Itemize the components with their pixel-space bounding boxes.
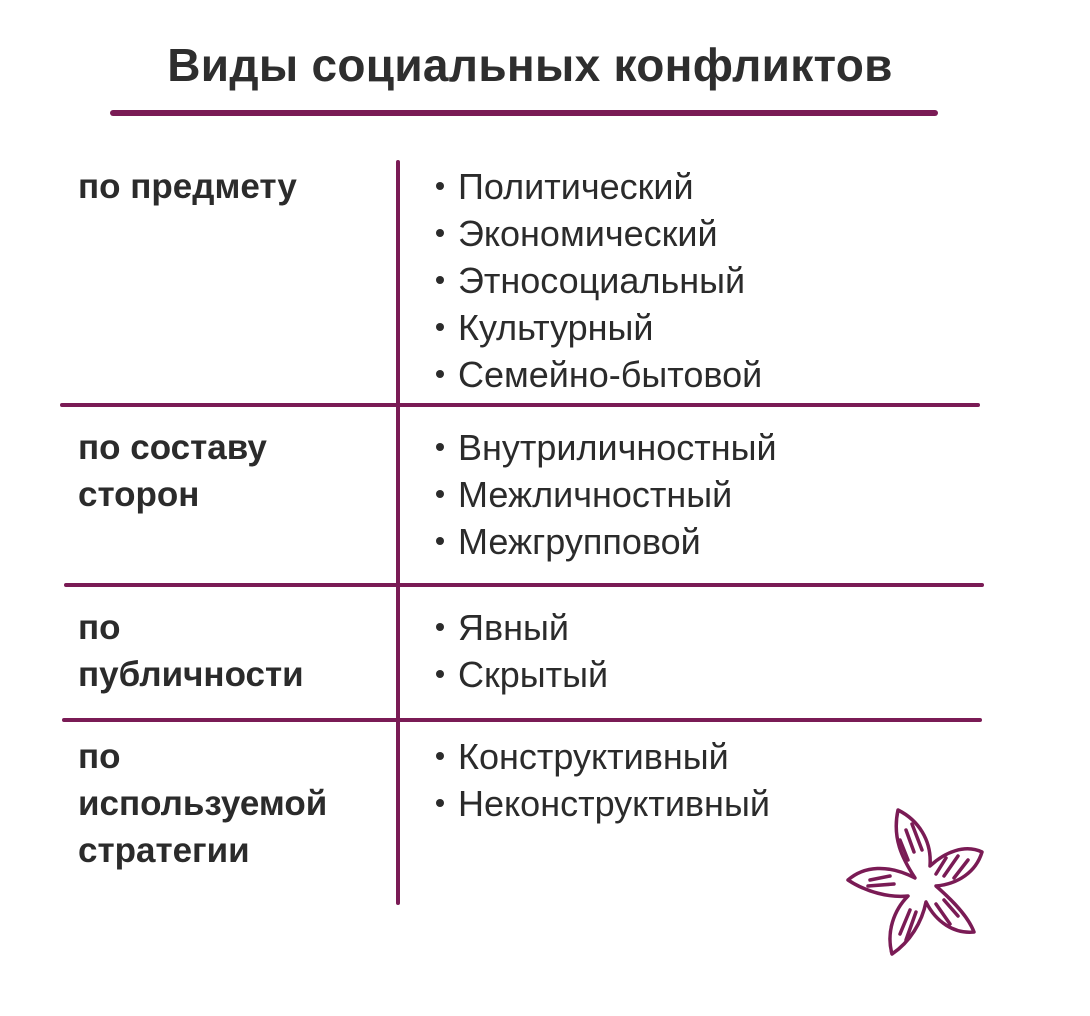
- category-by-parties: [78, 424, 388, 518]
- bullet-icon: [436, 323, 444, 331]
- category-line: по: [78, 737, 121, 776]
- category-line: по составу: [78, 428, 267, 467]
- bullet-icon: [436, 490, 444, 498]
- flower-icon: [840, 800, 990, 960]
- bullet-icon: [436, 623, 444, 631]
- category-line: по: [78, 608, 121, 647]
- category-line: по предмету: [78, 167, 297, 206]
- item-label: Политический: [458, 166, 694, 207]
- page-title: Виды социальных конфликтов: [167, 39, 893, 91]
- item-label: Семейно-бытовой: [458, 354, 763, 395]
- category-by-publicity: [78, 604, 388, 698]
- item-label: Явный: [458, 607, 569, 648]
- list-item: [432, 518, 777, 565]
- bullet-icon: [436, 229, 444, 237]
- column-divider: [396, 160, 400, 905]
- list-item: [432, 351, 762, 398]
- list-item: [432, 424, 777, 471]
- item-label: Скрытый: [458, 654, 609, 695]
- bullet-icon: [436, 370, 444, 378]
- type-list-by-subject: [432, 163, 762, 398]
- row-divider-2: [64, 583, 984, 587]
- list-item: [432, 257, 762, 304]
- category-line: используемой: [78, 784, 328, 823]
- bullet-icon: [436, 799, 444, 807]
- list-item: [432, 210, 762, 257]
- list-item: [432, 471, 777, 518]
- bullet-icon: [436, 752, 444, 760]
- list-item: [432, 651, 608, 698]
- item-label: Внутриличностный: [458, 427, 777, 468]
- item-label: Этносоциальный: [458, 260, 746, 301]
- bullet-icon: [436, 443, 444, 451]
- bullet-icon: [436, 537, 444, 545]
- bullet-icon: [436, 182, 444, 190]
- category-by-subject: [78, 163, 388, 210]
- list-item: [432, 163, 762, 210]
- item-label: Культурный: [458, 307, 654, 348]
- item-label: Экономический: [458, 213, 718, 254]
- bullet-icon: [436, 670, 444, 678]
- item-label: Межгрупповой: [458, 521, 701, 562]
- list-item: [432, 733, 770, 780]
- list-item: [432, 604, 608, 651]
- type-list-by-strategy: [432, 733, 770, 827]
- row-divider-3: [62, 718, 982, 722]
- row-divider-1: [60, 403, 980, 407]
- category-line: публичности: [78, 655, 304, 694]
- item-label: Конструктивный: [458, 736, 729, 777]
- category-by-strategy: [78, 733, 388, 874]
- title-underline: [110, 110, 938, 116]
- item-label: Неконструктивный: [458, 783, 770, 824]
- list-item: [432, 780, 770, 827]
- category-line: сторон: [78, 475, 200, 514]
- category-line: стратегии: [78, 831, 250, 870]
- type-list-by-publicity: [432, 604, 608, 698]
- item-label: Межличностный: [458, 474, 733, 515]
- bullet-icon: [436, 276, 444, 284]
- type-list-by-parties: [432, 424, 777, 565]
- list-item: [432, 304, 762, 351]
